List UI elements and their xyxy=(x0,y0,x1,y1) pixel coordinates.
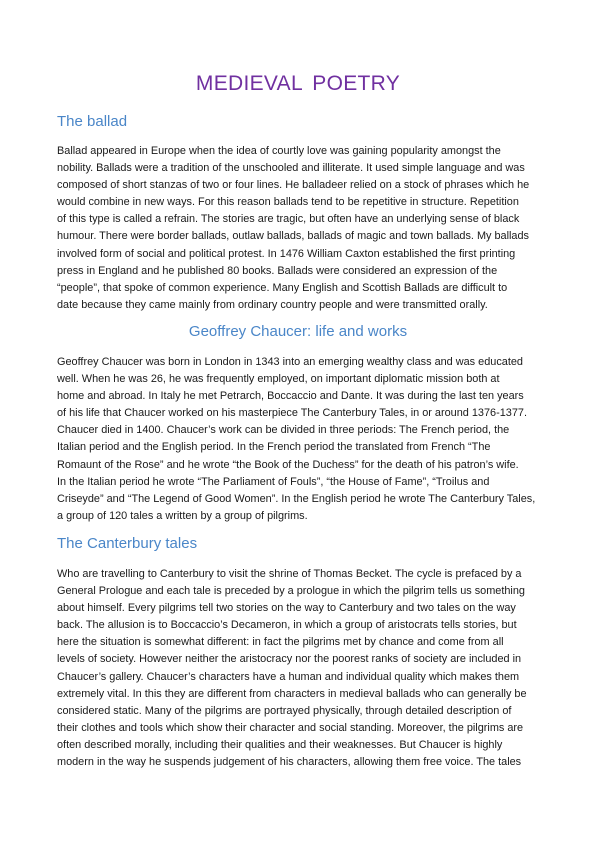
text-line: often described morally, including their qualities and their weaknesses. But Chaucer is highly xyxy=(57,738,503,751)
text-line: Romaunt of the Rose” and he wrote “the Book of the Duchess” for the death of his patron’s wife. xyxy=(57,458,519,471)
text-line: would combine in new ways. For this reason ballads tend to be repetitive in structure. Repetition xyxy=(57,196,519,209)
text-line: Geoffrey Chaucer was born in London in 1343 into an emerging wealthy class and was educated xyxy=(57,356,523,368)
text-line: levels of society. However neither the aristocracy nor the poorest ranks of society are included in xyxy=(57,653,522,666)
text-line: of his life that Chaucer worked on his masterpiece The Canterbury Tales, in or around 1376-1377. xyxy=(57,407,527,420)
section-heading-canterbury: The Canterbury tales xyxy=(57,535,198,552)
section-body-canterbury xyxy=(57,566,541,771)
text-line: here the situation is somewhat different: in fact the pilgrims met by chance and come from all xyxy=(57,636,504,649)
text-line: home and abroad. In Italy he met Petrarch, Boccaccio and Dante. It was during the last ten years xyxy=(57,390,524,403)
text-line: Criseyde” and “The Legend of Good Women”. In the English period he wrote The Canterbury Tales, xyxy=(57,492,536,505)
text-line: humour. There were border ballads, outlaw ballads, ballads of magic and town ballads. My ballads xyxy=(57,230,529,243)
text-line: Who are travelling to Canterbury to visit the shrine of Thomas Becket. The cycle is prefaced by a xyxy=(57,568,522,580)
section-heading-chaucer: Geoffrey Chaucer: life and works xyxy=(188,323,408,340)
text-line: considered static. Many of the pilgrims are portrayed physically, through detailed description of xyxy=(57,704,512,717)
text-line: Chaucer’s gallery. Chaucer’s characters have a human and individual quality which makes them xyxy=(57,670,520,683)
text-line: “people”, that spoke of common experience. Many English and Scottish Ballads are difficult to xyxy=(57,281,508,294)
text-line: Italian period and the English period. In the French period the translated from French “The xyxy=(57,441,491,454)
section-body-ballad xyxy=(57,143,541,314)
section-heading-ballad: The ballad xyxy=(57,113,128,130)
text-line: composed of short stanzas of two or four lines. He balladeer relied on a stock of phrases which he xyxy=(57,179,530,192)
text-line: their clothes and tools which show their character and social standing. Moreover, the pilgrims are xyxy=(57,721,524,734)
text-line: extremely vital. In this they are different from characters in medieval ballads who can generally be xyxy=(57,687,527,700)
text-line: modern in the way he suspends judgement of his characters, allowing them free voice. The tales xyxy=(57,756,522,769)
text-line: General Prologue and each tale is preceded by a prologue in which the pilgrim tells us something xyxy=(57,585,525,598)
section-body-chaucer xyxy=(57,354,541,525)
text-line: date because they came mainly from ordinary country people and were transmitted orally. xyxy=(57,298,488,311)
text-line: back. The allusion is to Boccaccio’s Decameron, in which a group of aristocrats tells stories, but xyxy=(57,619,517,632)
text-line: Chaucer died in 1400. Chaucer’s work can be divided in three periods: The French period, the xyxy=(57,424,510,437)
text-line: of this type is called a refrain. The stories are tragic, but often have an underlying sense of black xyxy=(57,213,520,226)
text-line: nobility. Ballads were a tradition of the unschooled and illiterate. It used simple language and was xyxy=(57,162,525,175)
text-line: Ballad appeared in Europe when the idea of courtly love was gaining popularity amongst the xyxy=(57,145,501,157)
text-line: In the Italian period he wrote “The Parliament of Fouls”, “the House of Fame”, “Troilus and xyxy=(57,475,490,488)
page-title: MEDIEVAL POETRY xyxy=(195,72,401,95)
text-line: press in England and he published 80 books. Ballads were considered an expression of the xyxy=(57,264,498,277)
text-line: well. When he was 26, he was frequently employed, on important diplomatic mission both at xyxy=(57,373,500,386)
text-line: about himself. Every pilgrims tell two stories on the way to Canterbury and two tales on the way xyxy=(57,602,516,615)
text-line: involved form of social and political protest. In 1476 William Caxton established the first printing xyxy=(57,247,516,260)
text-line: a group of 120 tales a written by a group of pilgrims. xyxy=(57,509,308,522)
